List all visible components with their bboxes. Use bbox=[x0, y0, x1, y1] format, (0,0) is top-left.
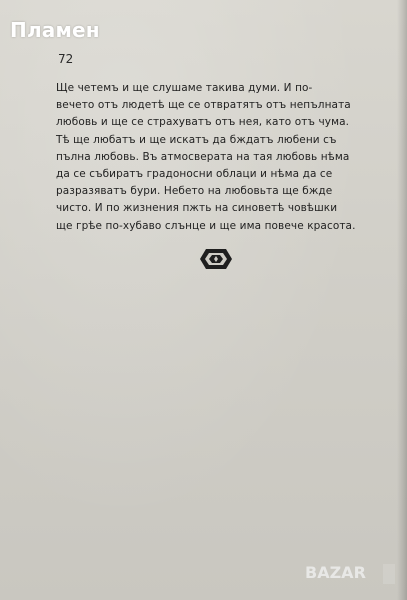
book-ornament-icon bbox=[200, 249, 232, 269]
paragraph-line: разразяватъ бури. Небето на любовьта ще бжде bbox=[56, 185, 333, 198]
paragraph-line: вечето отъ людетѣ ще се отвратятъ отъ непълната bbox=[56, 99, 351, 112]
paragraph bbox=[56, 80, 386, 235]
paragraph-line: ще грѣе по-хубаво слънце и ще има повече красота. bbox=[56, 219, 356, 232]
marketplace-watermark-text: BAZAR bbox=[305, 563, 366, 582]
marketplace-watermark-logo bbox=[305, 558, 397, 586]
page-number: 72 bbox=[58, 52, 74, 66]
seller-watermark: Пламен bbox=[10, 18, 100, 42]
paragraph-line: Тѣ ще любатъ и ще искатъ да бждатъ любени съ bbox=[56, 133, 337, 146]
paragraph-line: Ще четемъ и ще слушаме такива думи. И по- bbox=[56, 82, 313, 94]
paragraph-line: пълна любовь. Въ атмосверата на тая любовь нѣма bbox=[56, 150, 350, 163]
paragraph-line: любовь и ще се страхуватъ отъ нея, като отъ чума. bbox=[56, 116, 350, 129]
paragraph-line: чисто. И по жизнения пжть на синоветѣ човѣшки bbox=[56, 202, 338, 215]
paragraph-line: да се събиратъ градоносни облаци и нѣма да се bbox=[56, 168, 333, 181]
